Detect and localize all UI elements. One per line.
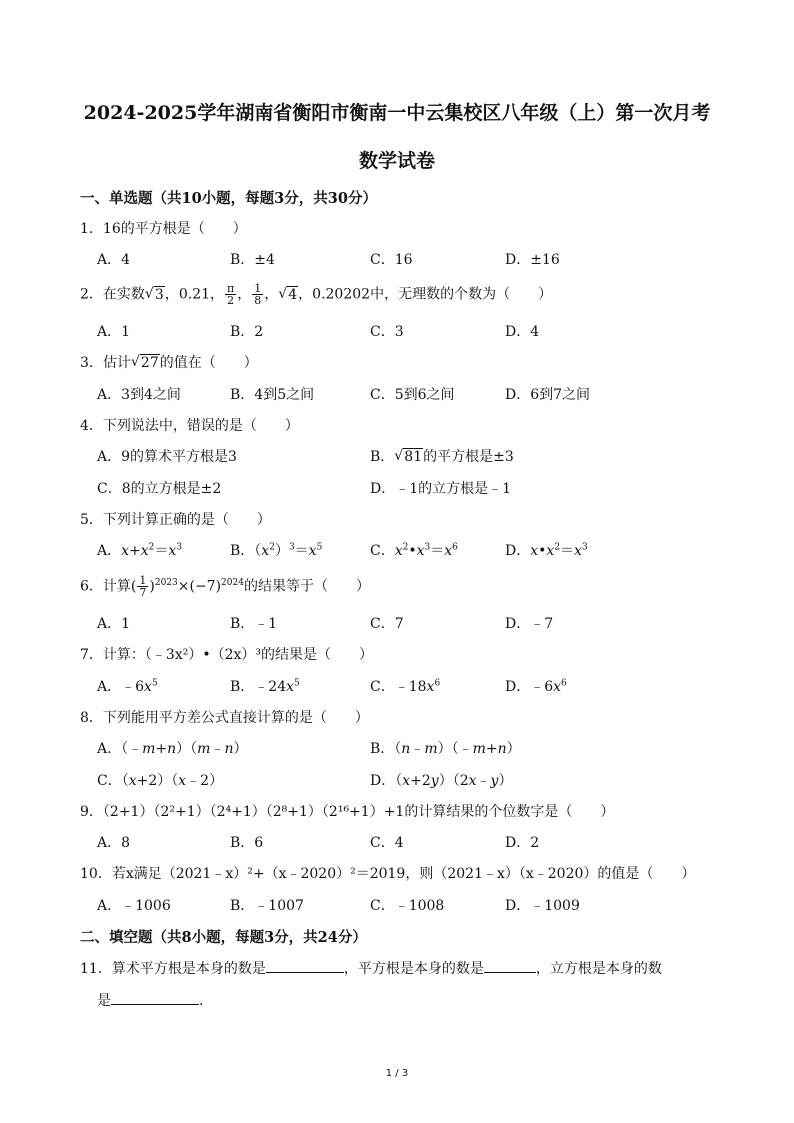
q10-option-c: C．﹣1008 [370,898,445,914]
fraction-pi-over-2: $\frac{\pi}{2}$ [227,282,235,307]
q3-option-c: C．5到6之间 [370,387,455,403]
question-10: 10．若x满足（2021﹣x）²+（x﹣2020）²＝2019，则（2021﹣x）（x﹣2020）的值是（ ） [80,866,696,882]
q1-option-c: C．16 [370,252,413,268]
q2-option-c: C．3 [370,324,404,340]
q7-option-a: A．$﹣6x^5$ [97,678,158,695]
q6-option-b: B．﹣1 [230,616,278,632]
fraction-1-over-7: $\frac{1}{7}$ [139,574,147,599]
q3-option-b: B．4到5之间 [230,387,315,403]
q5-option-b: B．$(x^2)^3=x^5$ [230,542,323,559]
exam-title-line2: 数学试卷 [358,150,435,172]
q1-option-d: D．±16 [505,252,560,268]
question-11: 11．算术平方根是本身的数是 ，平方根是本身的数是 ，立方根是本身的数 [80,961,662,977]
q6-option-c: C．7 [370,616,404,632]
q8-option-a: A．（﹣m+n）（m﹣n） [97,741,248,757]
question-2: 2．在实数√ 3，0.21， $\frac{\pi}{2}$ ， $\frac{1}{8}$ ，√ 4，0.20202中，无理数的个数为（ ） [80,283,552,306]
sqrt-3: √ 3 [145,287,165,303]
q7-option-b: B．$﹣24x^5$ [230,678,300,695]
sqrt-27: √ 27 [131,355,160,371]
question-8: 8．下列能用平方差公式直接计算的是（ ） [80,710,369,726]
q9-option-b: B．6 [230,835,264,851]
q4-option-a: A．9的算术平方根是3 [97,449,237,465]
question-5: 5．下列计算正确的是（ ） [80,512,271,528]
question-1: 1．16的平方根是（ ） [80,221,247,237]
question-11-continued: 是 . [97,993,204,1009]
q8-option-c: C．（x+2）（x﹣2） [97,773,224,789]
sqrt-4: √ 4 [278,287,298,303]
q8-option-b: B．（n﹣m）（﹣m+n） [370,741,521,757]
answer-blank-2[interactable] [484,959,536,973]
q1-option-b: B．±4 [230,252,275,268]
q3-option-a: A．3到4之间 [97,387,181,403]
question-3: 3．估计√ 27的值在（ ） [80,352,258,372]
q10-option-d: D．﹣1009 [505,898,580,914]
q4-option-c: C．8的立方根是±2 [97,481,222,497]
question-4: 4．下列说法中，错误的是（ ） [80,418,299,434]
q1-option-a: A．4 [97,252,131,268]
exam-title-line1: 2024-2025学年湖南省衡阳市衡南一中云集校区八年级（上）第一次月考 [83,102,711,124]
q9-option-c: C．4 [370,835,404,851]
q6-option-a: A．1 [97,616,131,632]
q9-option-a: A．8 [97,835,131,851]
page-number: 1 / 3 [385,1068,409,1079]
q10-option-a: A．﹣1006 [97,898,171,914]
section-heading-fill-blank: 二、填空题（共8小题，每题3分，共24分） [80,929,367,946]
q7-option-d: D．$﹣6x^6$ [505,678,567,695]
q2-option-d: D．4 [505,324,540,340]
q5-option-a: A．$x+x^2=x^3$ [97,542,183,559]
q7-option-c: C．$﹣18x^6$ [370,678,441,695]
answer-blank-1[interactable] [266,959,344,973]
q6-option-d: D．﹣7 [505,616,554,632]
q9-option-d: D．2 [505,835,540,851]
fraction-1-over-8: $\frac{1}{8}$ [254,282,262,307]
q2-option-a: A．1 [97,324,131,340]
q10-option-b: B．﹣1007 [230,898,304,914]
section-heading-single-choice: 一、单选题（共10小题，每题3分，共30分） [80,190,377,207]
q4-option-d: D．﹣1的立方根是﹣1 [370,481,512,497]
q5-option-d: D．$x•x^2=x^3$ [505,542,588,559]
question-9: 9．（2+1）（2²+1）（2⁴+1）（2⁸+1）（2¹⁶+1）+1的计算结果的个位数字是（ ） [80,804,615,820]
q4-option-b: B．√ 81的平方根是±3 [370,446,514,466]
q3-option-d: D．6到7之间 [505,387,591,403]
sqrt-81: √ 81 [394,449,423,465]
q5-option-c: C．$x^2•x^3=x^6$ [370,542,458,559]
question-7: 7．计算：（﹣3x²）•（2x）³的结果是（ ） [80,647,373,663]
q2-option-b: B．2 [230,324,264,340]
answer-blank-3[interactable] [111,991,199,1005]
q8-option-d: D．（x+2y）（2x﹣y） [370,773,513,789]
question-6: 6．计算( $\frac{1}{7}$ )$^{2023}\times(-7)^{2024}$的结果等于（ ） [80,574,370,599]
